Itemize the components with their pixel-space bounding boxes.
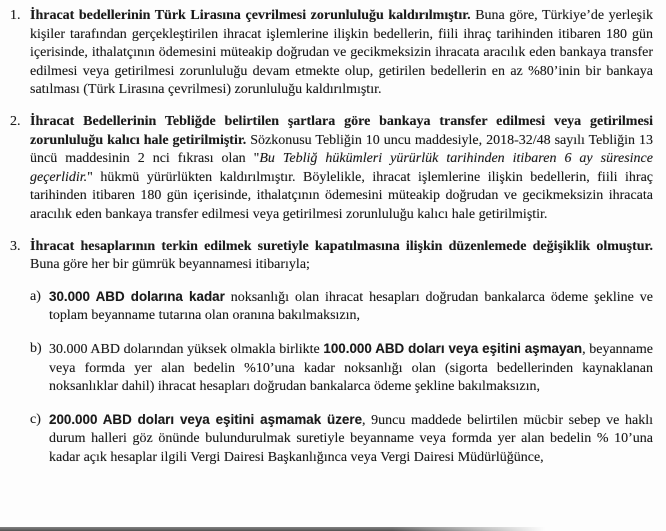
list-item-3	[10, 238, 653, 468]
text-segment-normal: noksanlığı olan ihracat hesapları doğrudan bankalarca ödeme şekline ve toplam beyanname tutarına olan oranına bakılmaksızın,	[49, 289, 653, 324]
scan-edge-artifact	[0, 527, 545, 531]
text-segment-bold-sans: 30.000 ABD dolarına kadar	[49, 288, 225, 304]
sub-item-b-text	[49, 340, 653, 397]
sub-item-c	[30, 411, 653, 468]
text-segment-normal: " hükmü yürürlükten kaldırılmıştır. Böylelikle, ihracat işlemlerine ilişkin bedellerin, fiili ihraç tarihinden itibaren 180 gün içerisinde, ithalatçının ödemesini müteakip doğrudan ve gecikmeksizin ihracata aracılık eden bankaya transfer edilmesi veya getirilmesi zorunluluğu kalıcı hale getirilmiştir.	[30, 169, 653, 222]
text-segment-bold: İhracat bedellerinin Türk Lirasına çevrilmesi zorunluluğu kaldırılmıştır.	[30, 8, 471, 23]
list-item-1-text	[30, 7, 653, 100]
text-segment-normal: Buna göre, Türkiye’de yerleşik kişiler tarafından gerçekleştirilen ihracat işlemlerine ilişkin bedellerin, fiili ihraç tarihinden itibaren 180 gün içerisinde, ithalatçının ödemesini müteakip doğrudan ve gecikmeksizin ihracata aracılık eden bankaya transfer edilmesi veya getirilmesi zorunluluğu devam etmekte olup, getirilen bedellerin en az %80’inin bir bankaya satılması (Türk Lirasına çevrilmesi) zorunluluğu kaldırılmıştır.	[30, 8, 653, 98]
sub-item-b	[30, 340, 653, 397]
text-segment-bold-sans: 200.000 ABD doları veya eşitini aşmamak üzere	[49, 411, 363, 427]
list-item-2-text	[30, 113, 653, 225]
text-segment-normal: , 9uncu maddede belirtilen mücbir sebep ve haklı durum halleri göz önünde bulundurulmak suretiyle beyanname veya formda yer alan bedelin % 10’una kadar açık hesaplar ilgili Vergi Dairesi Başkanlığınca veya Vergi Dairesi Müdürlüğünce,	[49, 412, 653, 465]
text-segment-italic: Bu Tebliğ hükümleri yürürlük tarihinden itibaren 6 ay süresince geçerlidir.	[30, 151, 653, 185]
sub-item-c-marker: c)	[30, 411, 41, 427]
text-segment-bold-sans: 100.000 ABD doları veya eşitini aşmayan	[323, 340, 583, 356]
list-item-2-marker: 2.	[10, 113, 21, 129]
text-segment-normal: Buna göre her bir gümrük beyannamesi itibarıyla;	[30, 257, 310, 273]
sub-item-a-text	[49, 288, 653, 326]
text-segment-normal: , beyanname veya formda yer alan bedelin %10’una kadar noksanlığı olan (sigorta bedellerinden kaynaklanan noksanlıklar dahil) ihracat hesapları doğrudan bankalarca ödeme şekline bakılmaksızın,	[49, 341, 653, 395]
list-item-3-marker: 3.	[10, 238, 21, 254]
sub-item-a-marker: a)	[30, 288, 41, 304]
list-item-2-row	[10, 113, 653, 225]
list-item-2	[10, 113, 653, 225]
list-item-1	[10, 7, 653, 100]
sub-item-a	[30, 288, 653, 326]
text-segment-bold: İhracat hesaplarının terkin edilmek suretiyle kapatılmasına ilişkin düzenlemede değişiklik olmuştur.	[30, 238, 653, 254]
sub-items-of-3	[10, 288, 653, 468]
list-item-1-marker: 1.	[10, 8, 21, 23]
text-segment-normal: 30.000 ABD dolarından yüksek olmakla birlikte	[49, 341, 324, 357]
sub-item-b-marker: b)	[30, 340, 42, 356]
list-item-3-text	[30, 238, 653, 275]
text-segment-bold: İhracat Bedellerinin Tebliğde belirtilen şartlara göre bankaya transfer edilmesi veya getirilmesi zorunluluğu kalıcı hale getirilmiştir.	[30, 113, 653, 148]
sub-item-c-text	[49, 411, 653, 468]
list-item-3-row	[10, 238, 653, 275]
list-item-1-row	[10, 7, 653, 100]
text-segment-normal: Sözkonusu Tebliğin 10 uncu maddesiyle, 2018-32/48 sayılı Tebliğin 13 üncü maddesinin 2 nci fıkrası olan "	[30, 132, 654, 167]
